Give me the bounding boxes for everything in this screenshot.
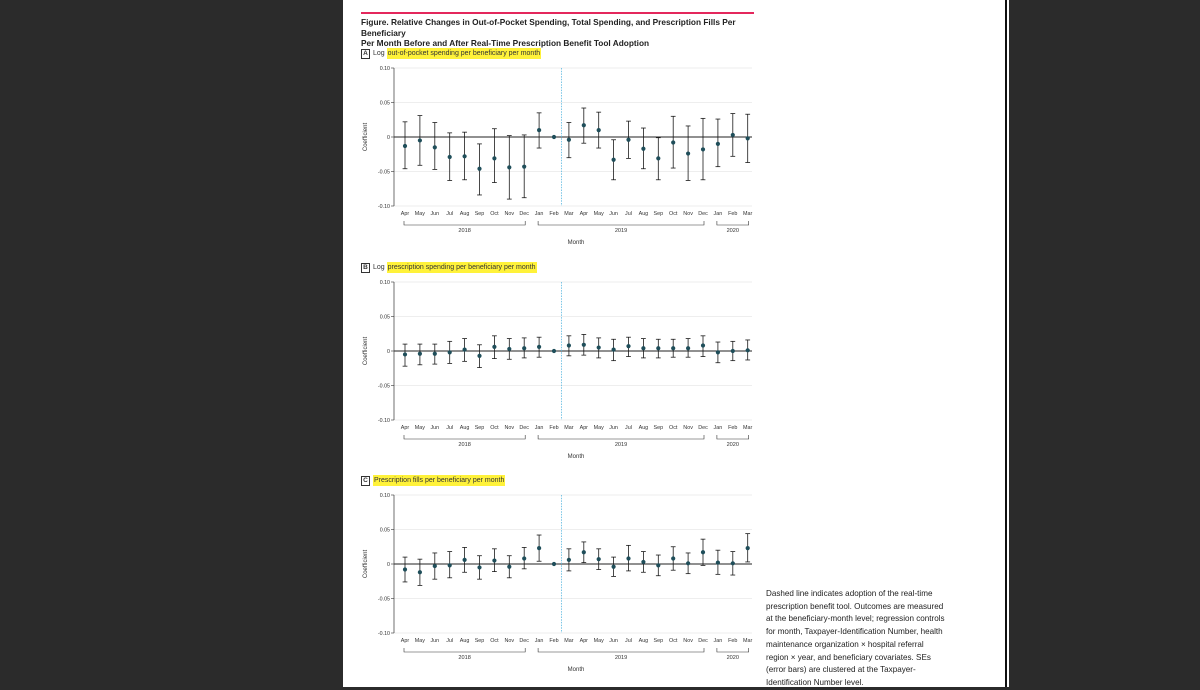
x-axis-label: Month	[567, 667, 585, 673]
panel-c-title-highlight: Prescription fills per beneficiary per month	[374, 477, 505, 484]
data-point	[716, 561, 720, 565]
x-tick-label: Apr	[579, 425, 588, 431]
x-tick-label: Jul	[625, 425, 632, 431]
y-tick-label: 0.10	[379, 280, 390, 286]
x-tick-label: Jan	[534, 425, 544, 431]
year-label: 2019	[614, 655, 628, 661]
x-tick-label: Oct	[490, 425, 499, 431]
year-label: 2020	[726, 228, 740, 234]
x-tick-label: Feb	[728, 638, 738, 644]
x-tick-label: Jan	[534, 211, 544, 217]
year-bracket	[404, 648, 525, 652]
x-tick-label: Sep	[653, 638, 664, 644]
x-tick-label: Feb	[549, 211, 559, 217]
data-point	[626, 556, 630, 560]
x-tick-label: Jul	[625, 211, 632, 217]
data-point	[612, 565, 616, 569]
x-tick-label: Mar	[743, 425, 753, 431]
y-tick-label: 0.05	[379, 527, 390, 534]
x-tick-label: Jun	[430, 638, 440, 644]
panel-a-letter: A	[361, 49, 370, 59]
figure-title-line-1: Figure. Relative Changes in Out-of-Pocket Spending, Total Spending, and Prescription Fills Per Beneficiary	[361, 17, 736, 38]
data-point	[746, 546, 750, 550]
y-axis-label: Coefficient	[363, 336, 369, 366]
x-tick-label: Dec	[698, 638, 708, 644]
year-label: 2018	[458, 655, 471, 661]
right-background	[1009, 0, 1200, 687]
x-tick-label: Jun	[609, 425, 618, 431]
data-point	[522, 556, 526, 560]
x-tick-label: Aug	[459, 638, 470, 644]
x-tick-label: Sep	[474, 425, 485, 431]
x-tick-label: Nov	[504, 425, 515, 431]
data-point	[552, 562, 556, 566]
panel-a-title-highlight: out-of-pocket spending per beneficiary per month	[387, 50, 541, 57]
y-tick-label: 0	[387, 562, 390, 568]
data-point	[656, 563, 660, 567]
x-tick-label: Nov	[504, 211, 515, 217]
x-tick-label: Sep	[653, 211, 664, 217]
data-point	[537, 546, 541, 550]
data-point	[597, 557, 601, 561]
page-edge	[1005, 0, 1007, 687]
x-tick-label: Sep	[474, 638, 485, 644]
panel-c-letter: C	[361, 476, 370, 486]
data-point	[582, 550, 586, 554]
x-tick-label: Feb	[728, 425, 738, 431]
left-background	[0, 0, 343, 687]
y-tick-label: 0.05	[379, 100, 390, 107]
x-tick-label: Oct	[490, 211, 499, 217]
year-label: 2019	[614, 442, 628, 448]
x-tick-label: May	[593, 425, 604, 431]
data-point	[433, 564, 437, 568]
year-label: 2019	[614, 228, 628, 234]
x-axis-label: Month	[567, 240, 585, 246]
x-tick-label: Jun	[430, 211, 440, 217]
data-point	[477, 565, 481, 569]
year-bracket	[538, 648, 704, 652]
x-tick-label: Jun	[609, 638, 618, 644]
data-point	[403, 567, 407, 571]
x-tick-label: Aug	[459, 211, 470, 217]
year-label: 2018	[458, 228, 471, 234]
x-tick-label: Dec	[519, 211, 529, 217]
data-point	[731, 561, 735, 565]
x-tick-label: Jan	[713, 211, 723, 217]
x-tick-label: Nov	[683, 638, 693, 644]
data-point	[507, 565, 511, 569]
x-tick-label: Dec	[698, 211, 708, 217]
year-label: 2020	[726, 442, 740, 448]
y-axis-label: Coefficient	[363, 549, 369, 579]
data-point	[641, 560, 645, 564]
x-tick-label: Oct	[490, 638, 499, 644]
y-tick-label: -0.10	[377, 418, 390, 424]
x-tick-label: Apr	[400, 425, 410, 431]
y-tick-label: 0.10	[379, 493, 390, 499]
panel-a-title-prefix: Log	[373, 50, 387, 57]
x-tick-label: Apr	[579, 638, 588, 644]
x-tick-label: Jan	[713, 425, 723, 431]
data-point	[448, 563, 452, 567]
data-point	[567, 558, 571, 562]
x-tick-label: Nov	[504, 638, 515, 644]
x-tick-label: Aug	[638, 425, 649, 431]
x-tick-label: Jan	[713, 638, 723, 644]
x-tick-label: Jul	[446, 425, 454, 431]
data-point	[492, 558, 496, 562]
y-tick-label: 0	[387, 135, 390, 141]
panel-b-title-highlight: prescription spending per beneficiary per month	[387, 264, 536, 271]
x-tick-label: May	[414, 211, 425, 217]
y-tick-label: -0.05	[377, 383, 390, 390]
x-tick-label: Jan	[534, 638, 544, 644]
x-tick-label: Feb	[549, 425, 559, 431]
y-tick-label: 0.10	[379, 66, 390, 72]
year-label: 2018	[458, 442, 471, 448]
x-tick-label: Nov	[683, 425, 693, 431]
year-label: 2020	[726, 655, 740, 661]
x-tick-label: Oct	[669, 638, 678, 644]
data-point	[701, 550, 705, 554]
data-point	[671, 556, 675, 560]
x-tick-label: Mar	[564, 425, 574, 431]
y-tick-label: -0.05	[377, 596, 390, 603]
x-tick-label: Dec	[698, 425, 708, 431]
x-tick-label: Feb	[549, 638, 559, 644]
x-tick-label: Apr	[400, 211, 410, 217]
x-tick-label: Sep	[474, 211, 485, 217]
x-tick-label: Jun	[609, 211, 618, 217]
chart-panel-c	[343, 0, 763, 687]
x-tick-label: Apr	[400, 638, 410, 644]
x-tick-label: Jul	[446, 638, 454, 644]
panel-b-letter: B	[361, 263, 370, 273]
panel-b-title-prefix: Log	[373, 264, 387, 271]
x-tick-label: Jul	[625, 638, 632, 644]
x-axis-label: Month	[567, 454, 585, 460]
x-tick-label: Aug	[638, 638, 649, 644]
x-tick-label: Aug	[638, 211, 649, 217]
y-axis-label: Coefficient	[363, 122, 369, 152]
x-tick-label: Feb	[728, 211, 738, 217]
x-tick-label: Nov	[683, 211, 693, 217]
year-bracket	[717, 648, 749, 652]
x-tick-label: Dec	[519, 425, 529, 431]
x-tick-label: Sep	[653, 425, 664, 431]
x-tick-label: Apr	[579, 211, 588, 217]
y-tick-label: 0	[387, 349, 390, 355]
x-tick-label: Dec	[519, 638, 529, 644]
x-tick-label: Mar	[743, 638, 753, 644]
figure-note: Dashed line indicates adoption of the real-time prescription benefit tool. Outcomes are measured at the beneficiary-month level; regression controls for month, Taxpayer-Identification Number, health maintenance organization × hospital referral region × year, and beneficiary covariates. SEs (error bars) are clustered at the Taxpayer-Identification Number level.	[766, 589, 945, 687]
x-tick-label: Oct	[669, 211, 678, 217]
y-tick-label: -0.10	[377, 631, 390, 637]
x-tick-label: Jun	[430, 425, 440, 431]
x-tick-label: May	[593, 638, 604, 644]
x-tick-label: Aug	[459, 425, 470, 431]
x-tick-label: Mar	[564, 211, 574, 217]
x-tick-label: Jul	[446, 211, 454, 217]
x-tick-label: May	[414, 638, 425, 644]
y-tick-label: -0.05	[377, 169, 390, 176]
x-tick-label: Oct	[669, 425, 678, 431]
data-point	[418, 570, 422, 574]
data-point	[686, 561, 690, 565]
y-tick-label: 0.05	[379, 314, 390, 321]
x-tick-label: May	[414, 425, 425, 431]
y-tick-label: -0.10	[377, 204, 390, 210]
x-tick-label: Mar	[743, 211, 753, 217]
figure-title-line-2: Per Month Before and After Real-Time Prescription Benefit Tool Adoption	[361, 38, 650, 48]
data-point	[463, 558, 467, 562]
x-tick-label: May	[593, 211, 604, 217]
x-tick-label: Mar	[564, 638, 574, 644]
